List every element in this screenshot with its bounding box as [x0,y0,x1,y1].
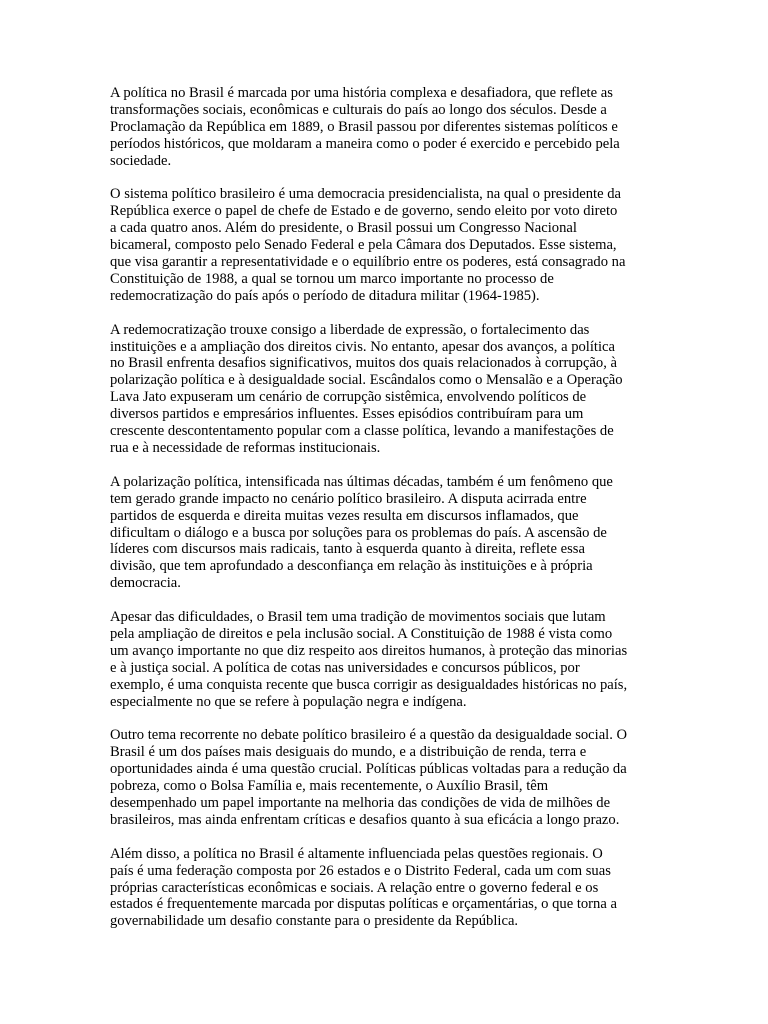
text-line: transformações sociais, econômicas e culturais do país ao longo dos séculos. Desde a [110,101,607,118]
text-line: a cada quatro anos. Além do presidente, o Brasil possui um Congresso Nacional [110,220,577,237]
text-line: partidos de esquerda e direita muitas vezes resulta em discursos inflamados, que [110,507,579,524]
text-line: especialmente no que se refere à população negra e indígena. [110,693,467,710]
text-line: país é uma federação composta por 26 estados e o Distrito Federal, cada um com suas [110,862,611,879]
paragraph [110,474,660,592]
text-line: divisão, que tem aprofundado a desconfiança em relação às instituições e à própria [110,558,593,575]
paragraph [110,846,660,931]
text-line: instituições e a ampliação dos direitos civis. No entanto, apesar dos avanços, a política [110,338,615,355]
text-line: próprias características econômicas e sociais. A relação entre o governo federal e os [110,879,599,896]
text-line: oportunidades ainda é uma questão crucial. Políticas públicas voltadas para a redução da [110,761,627,778]
text-line: República exerce o papel de chefe de Estado e de governo, sendo eleito por voto direto [110,203,618,220]
text-line: A polarização política, intensificada nas últimas décadas, também é um fenômeno que [110,473,613,490]
text-line: rua e à necessidade de reformas institucionais. [110,440,381,456]
text-line: Lava Jato expuseram um cenário de corrupção sistêmica, envolvendo políticos de [110,389,587,406]
document-page [110,85,660,930]
text-line: democracia. [110,575,181,592]
text-line: tem gerado grande impacto no cenário político brasileiro. A disputa acirrada entre [110,490,587,507]
text-line: A redemocratização trouxe consigo a liberdade de expressão, o fortalecimento das [110,321,590,338]
text-line: governabilidade um desafio constante para o presidente da República. [110,913,519,930]
text-line: polarização política e à desigualdade social. Escândalos como o Mensalão e a Operação [110,372,623,389]
text-line: A política no Brasil é marcada por uma história complexa e desafiadora, que reflete as [110,85,613,101]
text-line: no Brasil enfrenta desafios significativos, muitos dos quais relacionados à corrupção, à [110,355,617,372]
text-line: redemocratização do país após o período de ditadura militar (1964-1985). [110,287,540,304]
text-line: Brasil é um dos países mais desiguais do mundo, e a distribuição de renda, terra e [110,744,587,761]
text-line: brasileiros, mas ainda enfrentam críticas e desafios quanto à sua eficácia a longo prazo. [110,811,620,828]
text-line: líderes com discursos mais radicais, tanto à esquerda quanto à direita, reflete essa [110,541,585,558]
text-line: um avanço importante no que diz respeito aos direitos humanos, à proteção das minorias [110,642,628,659]
text-line: dificultam o diálogo e a busca por soluções para os problemas do país. A ascensão de [110,524,607,541]
text-line: que visa garantir a representatividade e o equilíbrio entre os poderes, está consagrado na [110,254,626,271]
text-line: desempenhado um papel importante na melhoria das condições de vida de milhões de [110,794,611,811]
text-line: O sistema político brasileiro é uma democracia presidencialista, na qual o presidente da [110,186,622,203]
text-line: períodos históricos, que moldaram a maneira como o poder é exercido e percebido pela [110,135,620,152]
text-line: estados é frequentemente marcada por disputas políticas e orçamentárias, o que torna a [110,896,617,913]
text-line: exemplo, é uma conquista recente que busca corrigir as desigualdades históricas no país, [110,676,628,693]
text-line: Proclamação da República em 1889, o Brasil passou por diferentes sistemas políticos e [110,118,618,135]
paragraph [110,609,660,710]
text-line: pela ampliação de direitos e pela inclusão social. A Constituição de 1988 é vista como [110,625,613,642]
text-line: Além disso, a política no Brasil é altamente influenciada pelas questões regionais. O [110,845,603,862]
text-line: pobreza, como o Bolsa Família e, mais recentemente, o Auxílio Brasil, têm [110,778,549,795]
paragraph [110,186,660,304]
text-line: e à justiça social. A política de cotas nas universidades e concursos públicos, por [110,659,580,676]
text-line: crescente descontentamento popular com a classe política, levando a manifestações de [110,423,614,440]
paragraph [110,727,660,828]
text-line: Constituição de 1988, a qual se tornou um marco importante no processo de [110,270,554,287]
text-line: diversos partidos e empresários influentes. Esses episódios contribuíram para um [110,406,584,423]
text-line: bicameral, composto pelo Senado Federal e pela Câmara dos Deputados. Esse sistema, [110,237,617,254]
text-line: sociedade. [110,152,172,169]
text-line: Outro tema recorrente no debate político brasileiro é a questão da desigualdade social. O [110,727,628,744]
paragraph [110,85,660,170]
text-line: Apesar das dificuldades, o Brasil tem uma tradição de movimentos sociais que lutam [110,609,606,626]
paragraph [110,322,660,457]
